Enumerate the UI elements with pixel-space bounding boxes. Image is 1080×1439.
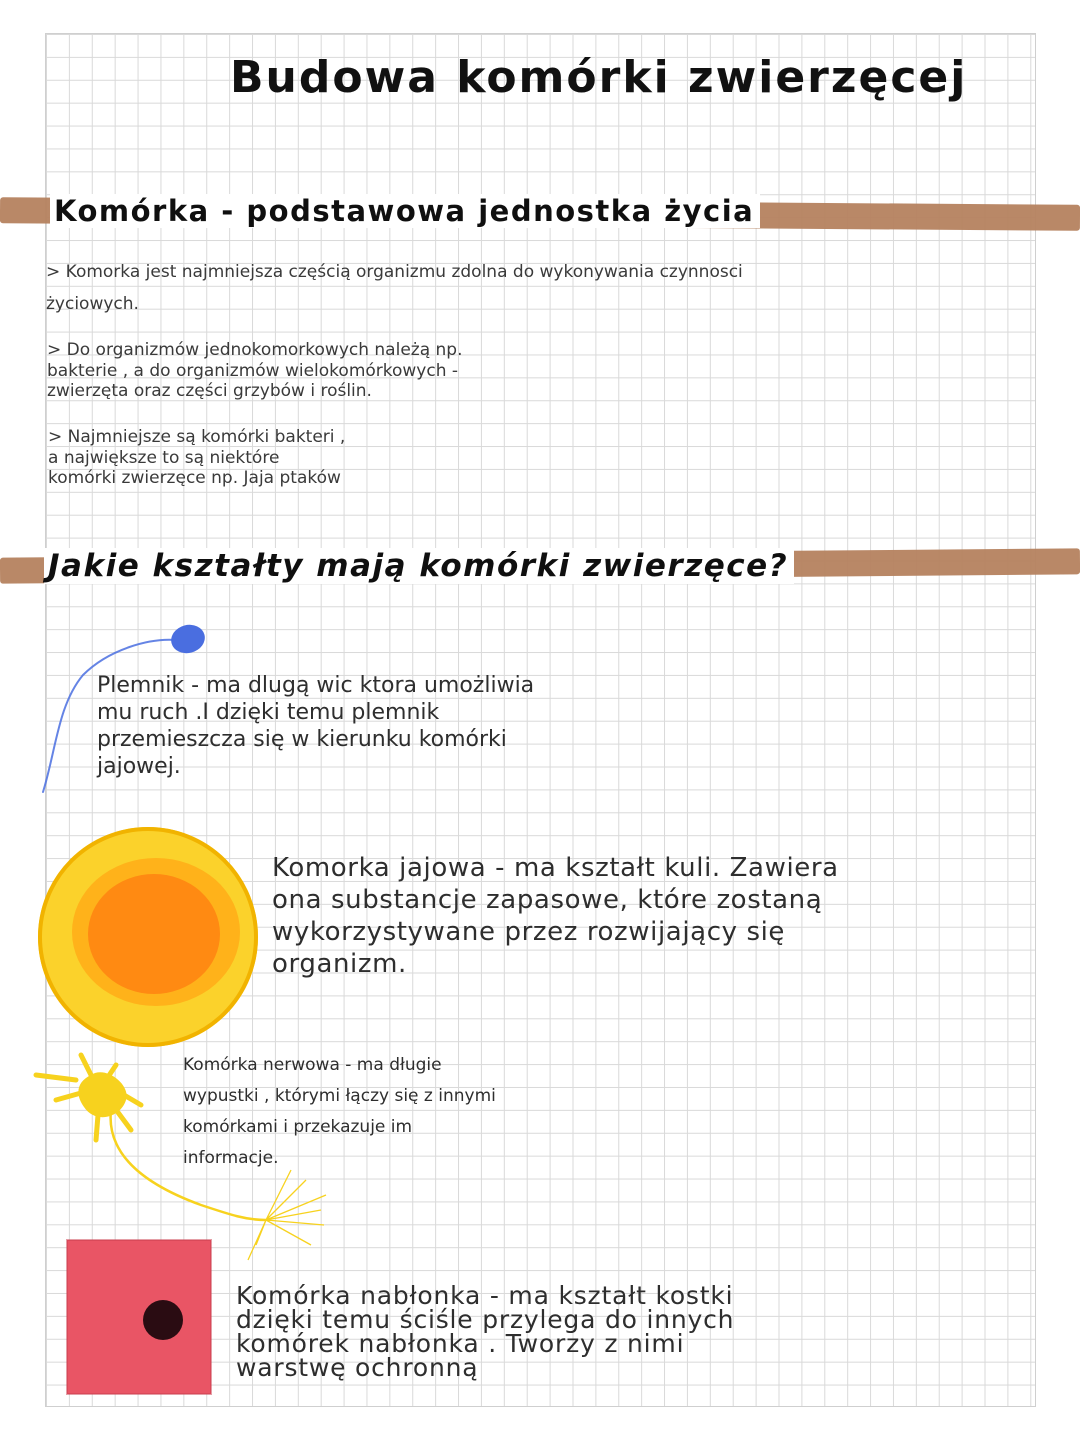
section-heading-cell-basics: Komórka - podstawowa jednostka życia (50, 194, 760, 228)
epithelial-cell-illustration (67, 1238, 213, 1396)
section-heading-cell-shapes: Jakie kształty mają komórki zwierzęce? (44, 548, 794, 584)
paragraph-cell-sizes: > Najmniejsze są komórki bakteri , a największe to są niektóre komórki zwierzęce np. Jaja ptaków (48, 427, 346, 488)
epithelial-cell-description: Komórka nabłonka - ma kształt kostki dzięki temu ściśle przylega do innych komórek nabłonka . Tworzy z nimi warstwę ochronną (236, 1281, 735, 1382)
sperm-cell-description: Plemnik - ma dlugą wic ktora umożliwia mu ruch .I dzięki temu plemnik przemieszcza się w kierunku komórki jajowej. (97, 673, 535, 779)
egg-cell-description: Komorka jajowa - ma kształt kuli. Zawiera ona substancje zapasowe, które zostaną wykorzystywane przez rozwijający się organizm. (272, 853, 839, 979)
egg-cell-illustration (36, 822, 261, 1052)
paragraph-cell-definition: > Komorka jest najmniejsza częścią organizmu zdolna do wykonywania czynnosci życiowych. (46, 262, 743, 314)
nerve-cell-description: Komórka nerwowa - ma długie wypustki , którymi łączy się z innymi komórkami i przekazuje im informacje. (183, 1055, 496, 1168)
paragraph-organism-types: > Do organizmów jednokomorkowych należą np. bakterie , a do organizmów wielokomórkowych - zwierzęta oraz części grzybów i roślin. (47, 340, 463, 401)
page-title: Budowa komórki zwierzęcej (230, 52, 968, 103)
